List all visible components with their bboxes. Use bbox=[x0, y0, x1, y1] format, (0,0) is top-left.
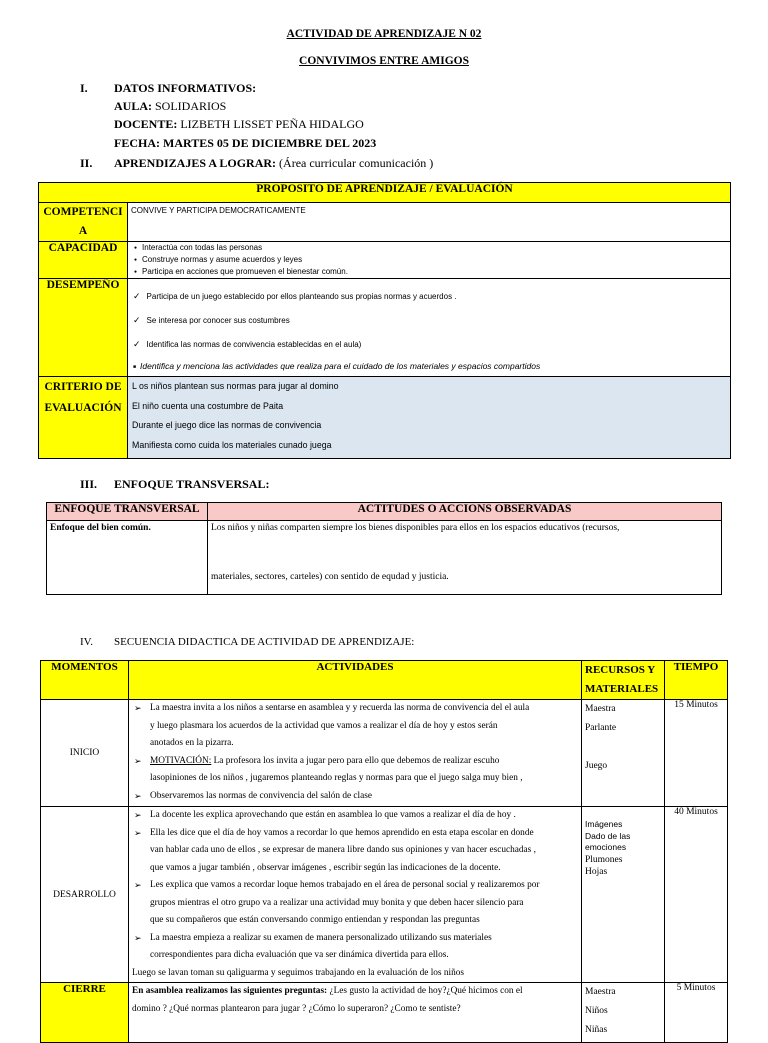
section-numeral: II. bbox=[80, 156, 93, 170]
motivacion-line: ➢ MOTIVACIÓN: La profesora los invita a jugar pero para ello que debemos de realizar escuho bbox=[132, 753, 578, 771]
capacidad-list bbox=[128, 242, 731, 279]
criterio-item: Durante el juego dice las normas de convivencia bbox=[132, 420, 322, 431]
desempeno-item: ✓ Se interesa por conocer sus costumbres bbox=[133, 315, 727, 339]
criterio-list bbox=[128, 377, 731, 459]
activity-line: ➢ La maestra invita a los niños a sentarse en asamblea y y recuerda las norma de convivencia del el aula bbox=[132, 700, 578, 718]
inicio-activities: ➢ La maestra invita a los niños a sentarse en asamblea y y recuerda las norma de convivencia del el aula y luego plasmara los acuerdos de la actividad que vamos a realizar el día de hoy y estos serán anotados en la pizarra. ➢ MOTIVACIÓN: La profesora los invita a jugar pero para ello que debemos de realizar escuho lasopiniones de los niños , jugaremos planteando reglas y normas para que el juego salga muy bien , ➢ Observaremos las normas de convivencia del salón de clase bbox=[129, 700, 582, 807]
actividades-header: ACTIVIDADES bbox=[129, 661, 582, 700]
criterio-item: Manifiesta como cuida los materiales cunado juega bbox=[132, 439, 332, 450]
capacidad-item: ● Interactúa con todas las personas bbox=[134, 242, 727, 254]
cierre-label: CIERRE bbox=[41, 983, 129, 1043]
inicio-label: INICIO bbox=[41, 700, 129, 807]
document-subtitle: CONVIVIMOS ENTRE AMIGOS bbox=[299, 55, 469, 67]
competencia-label: COMPETENCIA bbox=[39, 203, 128, 242]
activity-line: ➢ La maestra empieza a realizar su examen de manera personalizado utilizando sus materiales bbox=[132, 930, 578, 948]
inicio-resources: Maestra Parlante Juego bbox=[582, 700, 665, 807]
inicio-time: 15 Minutos bbox=[665, 700, 728, 807]
docente-label: DOCENTE: bbox=[114, 117, 178, 131]
activity-line: ➢ Observaremos las normas de convivencia del salón de clase bbox=[132, 788, 578, 806]
criterio-item: L os niños plantean sus normas para jugar al domino bbox=[132, 381, 339, 392]
desarrollo-resources: Imágenes Dado de las emociones Plumones Hojas bbox=[582, 807, 665, 983]
document-title: ACTIVIDAD DE APRENDIZAJE N 02 bbox=[286, 28, 482, 40]
momentos-header: MOMENTOS bbox=[41, 661, 129, 700]
desarrollo-activities: ➢ La docente les explica aprovechando que están en asamblea lo que vamos a realizar el día de hoy . ➢ Ella les dice que el día de hoy vamos a recordar lo que hemos aprendido en esta etapa escolar en donde van hablar cada uno de ellos , se expresar de manera libre dando sus opiniones y van hacer escuchadas , que vamos a jugar también , observar imágenes , escribir según las indicaciones de la docente. ➢ Les explica que vamos a recordar loque hemos trabajado en el área de personal social y realizaremos por grupos mientras el otro grupo va a realizar una actividad muy bonita y que deben hacer silencio para que su compañeros que están conversando conmigo entiendan y respondan las preguntas ➢ La maestra empieza a realizar su examen de manera personalizado utilizando sus materiales correspondientes para dicha evaluación que va ser dinámica divertida para ellos. Luego se lavan toman su qaliguarma y seguimos trabajando en la evaluación de los niños bbox=[129, 807, 582, 983]
criterio-label: CRITERIO DE EVALUACIÓN bbox=[39, 377, 128, 459]
desempeno-extra: ■ Identifica y menciona las actividades que realiza para el cuidado de los materiales y espacios compartidos bbox=[133, 361, 541, 372]
section-note: (Área curricular comunicación ) bbox=[279, 156, 434, 170]
section-numeral: III. bbox=[80, 477, 98, 491]
desempeno-list bbox=[128, 279, 731, 377]
activity-line: ➢ Les explica que vamos a recordar loque hemos trabajado en el área de personal social y realizaremos por bbox=[132, 877, 578, 895]
section-title: ENFOQUE TRANSVERSAL: bbox=[114, 477, 270, 491]
docente-line bbox=[114, 117, 364, 132]
section-numeral: I. bbox=[80, 81, 88, 95]
desempeno-item: ✓ Participa de un juego establecido por ellos planteando sus propias normas y acuerdos . bbox=[133, 291, 727, 315]
recursos-header: RECURSOS Y MATERIALES bbox=[582, 661, 665, 700]
section-title: DATOS INFORMATIVOS: bbox=[114, 81, 257, 95]
capacidad-item: ● Construye normas y asume acuerdos y leyes bbox=[134, 254, 727, 266]
desempeno-item: ✓ Identifica las normas de convivencia establecidas en el aula) bbox=[133, 339, 727, 361]
aula-label: AULA: bbox=[114, 99, 152, 113]
section-numeral: IV. bbox=[80, 636, 93, 648]
sequence-table bbox=[40, 660, 728, 1043]
section-datos-informativos bbox=[80, 81, 256, 96]
activity-line: ➢ Ella les dice que el día de hoy vamos a recordar lo que hemos aprendido en esta etapa escolar en donde bbox=[132, 825, 578, 843]
section-enfoque bbox=[80, 477, 269, 492]
section-aprendizajes bbox=[80, 156, 433, 171]
competencia-value: CONVIVE Y PARTICIPA DEMOCRATICAMENTE bbox=[128, 203, 731, 242]
enfoque-col-header: ENFOQUE TRANSVERSAL bbox=[47, 503, 208, 521]
purpose-table bbox=[38, 182, 731, 459]
enfoque-row-text: Los niños y niñas comparten siempre los bienes disponibles para ellos en los espacios educativos (recursos, materiales, sectores, carteles) con sentido de equdad y justicia. bbox=[208, 521, 722, 595]
purpose-header: PROPOSITO DE APRENDIZAJE / EVALUACIÓN bbox=[39, 183, 731, 203]
fecha-line: FECHA: MARTES 05 DE DICIEMBRE DEL 2023 bbox=[114, 136, 377, 150]
desarrollo-label: DESARROLLO bbox=[41, 807, 129, 983]
cierre-activities: En asamblea realizamos las siguientes preguntas: ¿Les gusto la actividad de hoy?¿Qué hicimos con el domino ? ¿Qué normas plantearon para jugar ? ¿Cómo lo superaron? ¿Como te sentiste? bbox=[129, 983, 582, 1043]
enfoque-table bbox=[46, 502, 722, 595]
aula-line bbox=[114, 99, 226, 114]
activity-line: ➢ La docente les explica aprovechando que están en asamblea lo que vamos a realizar el día de hoy . bbox=[132, 807, 578, 825]
section-secuencia bbox=[80, 636, 414, 648]
capacidad-label: CAPACIDAD bbox=[39, 242, 128, 279]
section-title: APRENDIZAJES A LOGRAR: bbox=[114, 156, 277, 170]
desempeno-label: DESEMPEÑO bbox=[39, 279, 128, 377]
actitudes-col-header: ACTITUDES O ACCIONS OBSERVADAS bbox=[208, 503, 722, 521]
cierre-time: 5 Minutos bbox=[665, 983, 728, 1043]
docente-value: LIZBETH LISSET PEÑA HIDALGO bbox=[180, 117, 364, 131]
section-title: SECUENCIA DIDACTICA DE ACTIVIDAD DE APRENDIZAJE: bbox=[114, 636, 415, 648]
desarrollo-time: 40 Minutos bbox=[665, 807, 728, 983]
criterio-item: El niño cuenta una costumbre de Paita bbox=[132, 400, 284, 411]
cierre-resources: Maestra Niños Niñas bbox=[582, 983, 665, 1043]
aula-value: SOLIDARIOS bbox=[155, 99, 227, 113]
capacidad-item: ● Participa en acciones que promueven el bienestar común. bbox=[134, 266, 727, 278]
tiempo-header: TIEMPO bbox=[665, 661, 728, 700]
enfoque-row-label: Enfoque del bien común. bbox=[47, 521, 208, 595]
